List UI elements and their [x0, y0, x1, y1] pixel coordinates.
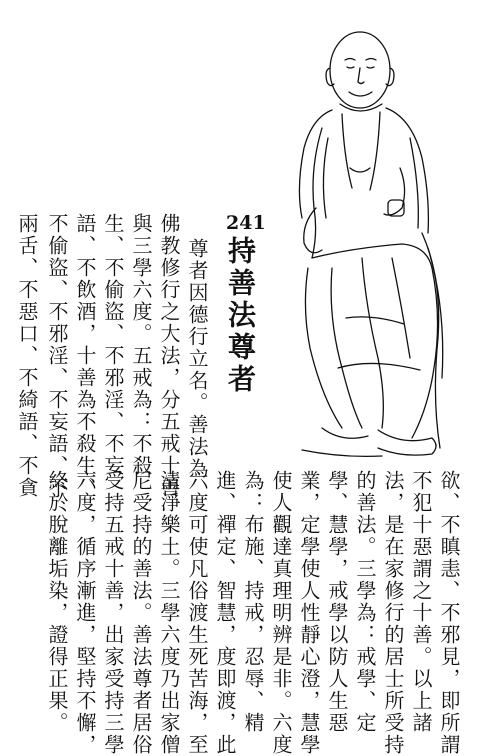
lower-column-6: 業，定學使人性靜心澄，慧學 — [297, 470, 321, 756]
upper-column-6: 不偷盜、不邪淫、不妄語、不 — [45, 213, 69, 499]
arhat-illustration — [282, 18, 452, 463]
lower-column-13: 受持五戒十善，出家受持三學 — [101, 470, 125, 756]
lower-column-9: 進、禪定、智慧，度即渡，此 — [213, 470, 237, 756]
lower-column-5: 學、慧學，戒學以防人生惡 — [325, 470, 349, 734]
lower-column-12: 尼受持的善法。善法尊者居俗 — [129, 470, 153, 756]
lower-column-11: 清淨樂土。三學六度乃出家僧 — [157, 470, 181, 756]
entry-number: 241 — [226, 212, 266, 234]
upper-column-4: 生、不偷盜、不邪淫、不妄 — [101, 213, 125, 477]
lower-column-7: 使人觀達真理明辨是非。六度 — [269, 470, 293, 756]
upper-column-1: 尊者因德行立名。善法為 — [185, 238, 209, 480]
lower-column-10: 六度可使凡俗渡生死苦海，至 — [185, 470, 209, 756]
lower-column-3: 法，是在家修行的居士所受持 — [381, 470, 405, 756]
lower-column-1: 欲、不瞋恚、不邪見，即所謂 — [437, 470, 461, 756]
upper-column-7: 兩舌、不惡口、不綺語、不貪 — [15, 213, 39, 499]
lower-column-4: 的善法。三學為：戒學、定 — [353, 470, 377, 734]
upper-column-2: 佛教修行之大法，分五戒十善 — [157, 213, 181, 499]
entry-title: 持善法尊者 — [224, 236, 257, 396]
upper-column-5: 語、不飲酒，十善為不殺生、 — [73, 213, 97, 499]
lower-column-2: 不犯十惡謂之十善。以上諸 — [409, 470, 433, 734]
lower-column-8: 為：布施、持戒，忍辱、精 — [241, 470, 265, 734]
lower-column-14: 六度，循序漸進，堅持不懈， — [73, 470, 97, 756]
lower-column-15: 終於脫離垢染，證得正果。 — [45, 470, 69, 734]
upper-column-3: 與三學六度。五戒為：不殺 — [129, 213, 153, 477]
